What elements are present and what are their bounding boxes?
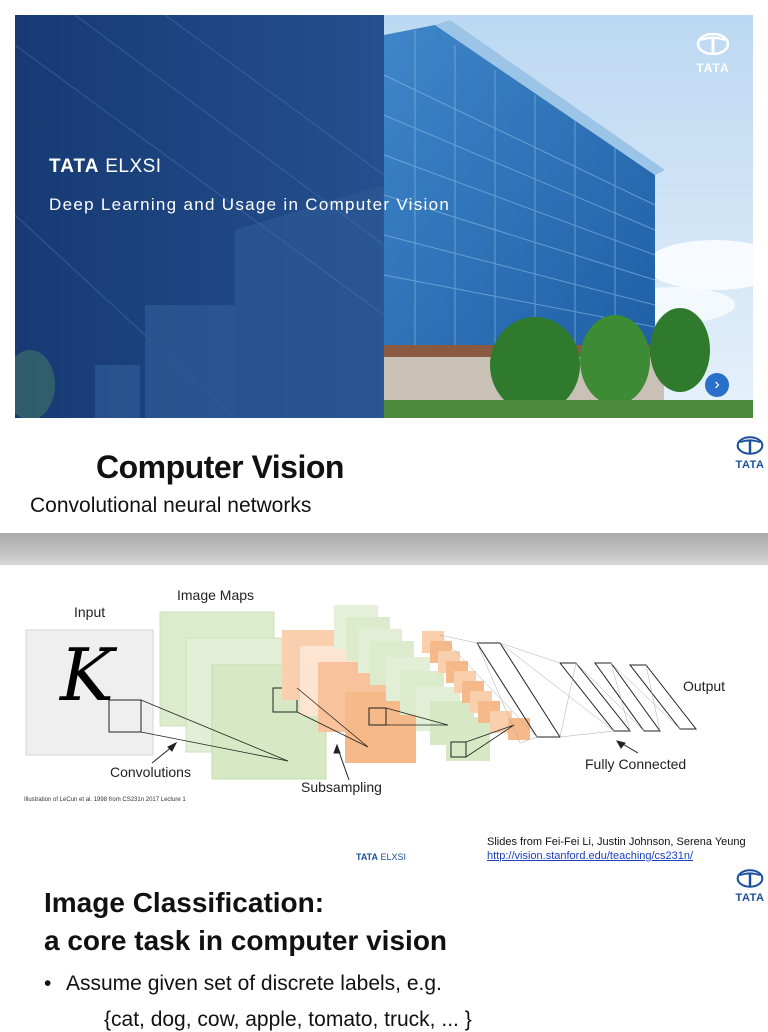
next-slide-button[interactable] <box>705 373 729 397</box>
slide-title: Computer Vision <box>96 449 344 485</box>
slide-subtitle: Convolutional neural networks <box>30 494 312 517</box>
bullet-text: Assume given set of discrete labels, e.g. <box>66 972 442 995</box>
subsampling-label: Subsampling <box>301 779 382 795</box>
slide-title-line-2: a core task in computer vision <box>44 925 448 956</box>
tata-logo-text: TATA <box>735 892 765 904</box>
footer-brand-light: ELXSI <box>380 852 407 862</box>
bullet-icon: • <box>44 972 52 995</box>
tata-emblem-icon <box>736 436 764 455</box>
brand-bold-text: TATA <box>49 156 100 177</box>
slides-credit: Slides from Fei-Fei Li, Justin Johnson, Serena Yeung <box>487 836 746 848</box>
title-slide <box>15 15 753 418</box>
slide-divider <box>0 533 768 565</box>
tata-logo-text: TATA <box>735 459 765 471</box>
brand-light-text: ELXSI <box>105 156 162 177</box>
tata-logo-text: TATA <box>696 61 730 75</box>
input-letter-k: K <box>60 633 114 717</box>
bullet-item <box>44 972 442 996</box>
slide-title-line-1: Image Classification: <box>44 887 325 918</box>
labels-example: {cat, dog, cow, apple, tomato, truck, ... } <box>104 1008 472 1031</box>
fully-connected-label: Fully Connected <box>585 756 687 772</box>
footer-brand-bold: TATA <box>356 852 378 862</box>
illustration-credit: Illustration of LeCun et al. 1998 from CS231n 2017 Lecture 1 <box>24 797 186 803</box>
tata-elxsi-brand <box>49 156 162 178</box>
tata-emblem-icon <box>736 869 764 888</box>
slide-title <box>44 884 447 960</box>
input-label: Input <box>74 604 106 620</box>
tata-logo <box>732 869 768 904</box>
output-label: Output <box>683 678 726 694</box>
footer-brand <box>356 852 406 862</box>
image-maps-label: Image Maps <box>177 587 255 603</box>
tata-logo <box>732 436 768 471</box>
tata-logo <box>691 33 735 75</box>
tata-emblem-icon <box>696 33 730 55</box>
cs231n-link[interactable]: http://vision.stanford.edu/teaching/cs231n/ <box>487 850 694 862</box>
convolutions-label: Convolutions <box>110 764 191 780</box>
building-background-image <box>15 15 753 418</box>
chevron-right-icon: › <box>714 376 720 393</box>
presentation-title: Deep Learning and Usage in Computer Vision <box>49 195 451 214</box>
